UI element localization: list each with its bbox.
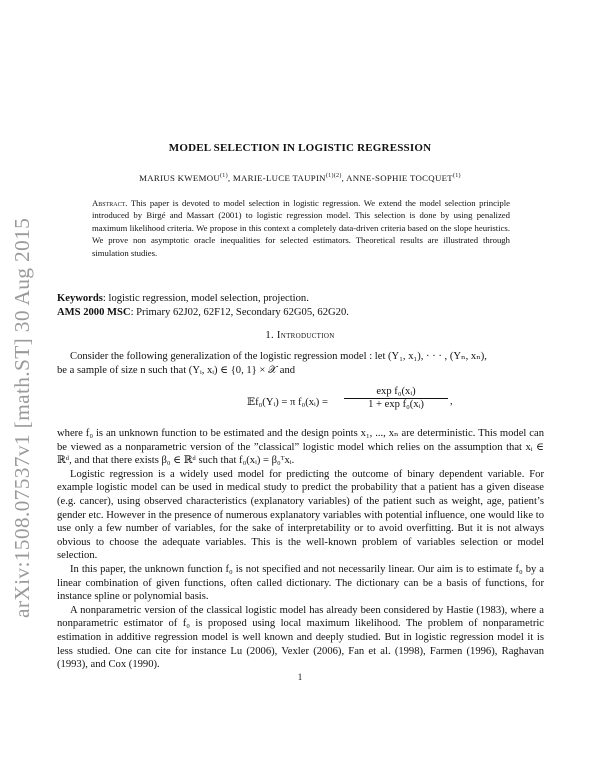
paper-title: MODEL SELECTION IN LOGISTIC REGRESSION bbox=[168, 142, 432, 154]
keywords-label: Keywords bbox=[57, 293, 103, 304]
intro-paragraph-4: In this paper, the unknown function f₀ is not specified and not necessarily linear. Our aim is to estimate f₀ by a linear combination of given functions, often called dictionary. The dictionary can be a basis of functions, for instance spline or polynomial basis. bbox=[57, 563, 544, 603]
page-number: 1 bbox=[297, 672, 303, 682]
equation-trail: , bbox=[450, 396, 453, 407]
author-name: MARIUS KWEMOU bbox=[139, 173, 220, 183]
author-affiliation: (1) bbox=[220, 173, 228, 180]
paragraph-line: be a sample of size n such that (Yᵢ, xᵢ) ∈ {0, 1} × 𝒳 and bbox=[57, 364, 296, 376]
intro-paragraph-5: A nonparametric version of the classical logistic model has already been considered by Hastie (1983), where a nonparametric estimator of f₀ is proposed using local maximum likelihood. The problem of nonparametric estimation in additive regression model is well known and deeply studied. But in logistic regression model it is less studied. One can cite for instance Lu (2006), Vexler (2006), Fan et al. (1998), Farmen (1996), Raghavan (1993), and Cox (1990). bbox=[57, 604, 544, 671]
intro-paragraph-1 bbox=[57, 350, 544, 377]
equation-denominator: 1 + exp f₀(xᵢ) bbox=[368, 399, 424, 410]
equation-numerator: exp f₀(xᵢ) bbox=[344, 386, 448, 399]
display-equation bbox=[57, 386, 544, 420]
section-heading: 1. Introduction bbox=[265, 330, 335, 341]
author-list: MARIUS KWEMOU$^{(1)}$, MARIE-LUCE $TAUPIN^{(1)(2)}$, ANNE-SOPHIE TOCQUET$^{(1)}$ bbox=[139, 173, 461, 183]
author-affiliation: (1)(2) bbox=[325, 173, 342, 180]
intro-paragraph-2: where f₀ is an unknown function to be estimated and the design points x₁, ..., xₙ are deterministic. This model can be viewed as a nonparametric version of the ”classical” logistic model which relies on the assumption that xᵢ ∈ ℝᵈ, and that there exists β₀ ∈ ℝᵈ such that f₀(xᵢ) = β₀ᵀxᵢ. bbox=[57, 428, 544, 467]
msc-classification bbox=[57, 306, 547, 320]
abstract bbox=[92, 197, 510, 259]
keywords-text: : logistic regression, model selection, projection. bbox=[102, 293, 309, 304]
equation-fraction bbox=[344, 386, 448, 410]
intro-body bbox=[57, 427, 544, 672]
msc-text: : Primary 62J02, 62F12, Secondary 62G05, 62G20. bbox=[130, 307, 349, 318]
paragraph-line: Consider the following generalization of the logistic regression model : let (Y₁, x₁), · · · , (Yₙ, xₙ), bbox=[70, 351, 487, 362]
intro-paragraph-3: Logistic regression is a widely used model for predicting the outcome of binary dependent variable. For example logistic model can be used in medical study to predict the probability that a patient has a given disease (e.g. cancer), using observed characteristics (explanatory variables) of the patient such as weight, age, patient’s gender etc. However in the presence of numerous explanatory variables with potential influence, one would like to use only a few number of variables, for the sake of interpretability or to avoid overfitting. But it is not always obvious to choose the adequate variables. This is the well-known problem of variables selection or model selection. bbox=[57, 468, 544, 562]
arxiv-stamp: arXiv:1508.07537v1 [math.ST] 30 Aug 2015 bbox=[10, 217, 34, 618]
equation-lhs: 𝔼f₀(Yᵢ) = π f₀(xᵢ) = bbox=[247, 397, 328, 408]
msc-label: AMS 2000 MSC bbox=[57, 307, 131, 318]
keywords bbox=[57, 292, 547, 306]
author-affiliation: (1) bbox=[452, 173, 461, 180]
abstract-label: Abstract. bbox=[92, 198, 128, 208]
author-name: MARIE-LUCE TAUPIN bbox=[232, 173, 326, 183]
abstract-text: This paper is devoted to model selection in logistic regression. We extend the model selection principle introduced by Birgé and Massart (2001) to logistic regression model. This selection is done by using penalized maximum likelihood criteria. We propose in this context a completely data-driven criteria based on the slope heuristics. We prove non asymptotic oracle inequalities for selected estimators. Theoretical results are illustrated through simulation studies. bbox=[92, 198, 510, 258]
author-name: ANNE-SOPHIE TOCQUET bbox=[346, 173, 453, 183]
